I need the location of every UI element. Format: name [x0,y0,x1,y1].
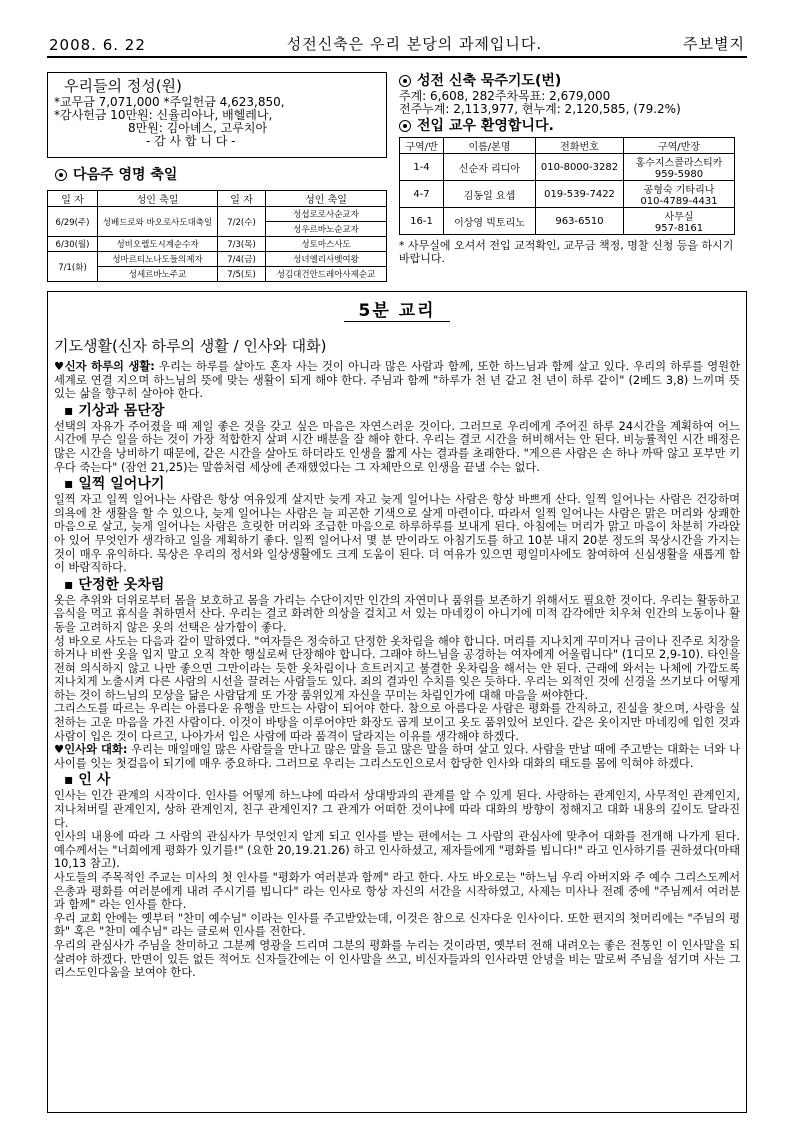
table-row [48,237,387,252]
table-header: 전화번호 [536,138,624,154]
table-cell: 성토마스사도 [266,237,387,252]
bullet-circle-icon [399,75,411,87]
paragraph: 사도들의 주목적인 주교는 미사의 첫 인사를 "평화가 여러분과 함께" 라고 한다. 사도 바오로는 "하느님 우리 아버지와 주 예수 그리스도께서 은총과 평화를 여러분에게 내려 주시기를 빕니다" 라는 인사로 항상 자신의 서간을 시작하였고, 사제는 미사나 전례 중에 "주님께서 여러분과 함께" 라는 인사를 한다. [54,871,740,912]
table-header: 성인 축일 [266,191,387,207]
rosary-total: 전주누계: 2,113,977, 현누계: 2,120,585, (79.2%) [399,102,681,116]
table-cell: 신순자 리디아 [444,154,536,181]
table-row [400,181,735,208]
table-cell: 963-6510 [536,208,624,235]
table-cell: 16-1 [400,208,444,235]
table-cell: 홍수지스콜라스티카 959-5980 [624,154,735,181]
table-cell: 7/3(목) [218,237,266,252]
catechism-subtitle: 기도생활(신자 하루의 생활 / 인사와 대화) [54,337,327,355]
table-header: 이름/본명 [444,138,536,154]
catechism-title: 5분 교리 [54,296,740,321]
paragraph: 우리의 관심사가 주님을 찬미하고 그분께 영광을 드리며 그분의 평화를 누리는 것이라면, 옛부터 전해 내려오는 좋은 전통인 이 인사말을 되살려야 하겠다. 만면이 있든 없든 적어도 신자들간에는 이 인사말을 쓰고, 비신자들과의 인사라면 안녕을 비는 말로써 주님을 섬기며 사는 그리스도인다움을 보여야 한다. [54,938,740,980]
table-cell: 이상영 빅토리노 [444,208,536,235]
offering-line: *감사헌금 10만원: 신율리아나, 배헬레나, [54,108,273,122]
table-header: 구역/반장 [624,138,735,154]
paragraph: ♥신자 하루의 생활: 우리는 하루를 살아도 혼자 사는 것이 아니라 많은 사람과 함께, 또한 하느님과 함께 살고 있다. 우리의 하루를 영원한 세계로 연결 지으며 하느님의 뜻에 맞는 생활이 되게 해야 한다. 주님과 함께 "하루가 천 년 같고 천 년이 하루 같이" (2베드 3,8) 느끼며 뜻있는 삶을 향구히 살아야 한다. [54,360,741,401]
paragraph: 그리스도를 따르는 우리는 아름다운 유행을 만드는 사람이 되어야 한다. 참으로 아름다운 사람은 평화를 간직하고, 진실을 찾으며, 사랑을 실천하는 고운 마음을 가진 사람이다. 이것이 바탕을 이루어야만 화장도 곱게 보이고 옷도 품위있어 보인다. 같은 옷이지만 마네킹에 입힌 것과 사람이 입은 것이 다르고, 나아가서 입은 사람에 따라 품격이 달라지는 이유를 생각해야 하겠다. [54,702,740,743]
table-cell: 1-4 [400,154,444,181]
table-cell: 사무실 957-8161 [624,208,735,235]
paragraph: 선택의 자유가 주어졌을 때 제일 좋은 것을 갖고 싶은 마음은 자연스러운 것이다. 그러므로 우리에게 주어진 하루 24시간을 계획하여 어느 시간에 무슨 일을 하는 것이 가장 적합한지 살펴 시간 배분을 잘 해야 한다. 우리는 결코 시간을 허비해서는 안 된다. 비능률적인 시간 배정은 많은 시간을 낭비하기 때문에, 같은 시간을 살아도 하더라도 인생을 짧게 사는 결과를 초래한다. "게으른 사람은 손 하나 까딱 않고 포부만 키우다 죽는다" (잠언 21,25)는 말씀처럼 세상에 존재했었다는 그 자체만으로 인생을 끝낼 수는 없다. [54,419,740,474]
table-cell: 6/29(주) [48,207,98,237]
table-cell: 7/2(수) [218,207,266,237]
table-cell: 성베드로와 바오로사도대축일 [98,207,218,237]
table-cell: 공형숙 기타리나 010-4789-4431 [624,181,735,208]
table-header: 구역/반 [400,138,444,154]
table-cell: 성마르티노나도들의제자 [98,252,218,267]
section-heading: ▪ 단정한 옷차림 [64,576,165,593]
table-header: 성인 축일 [98,191,218,207]
table-row [400,208,735,235]
table-row [48,207,387,222]
rosary-weekly: 주계: 6,608, 282주차목표: 2,679,000 [399,89,611,103]
paragraph: 옷은 추위와 더위로부터 몸을 보호하고 몸을 가리는 수단이지만 인간의 자연미나 품위를 보존하기 위해서도 필요한 것이다. 우리는 활동하고 음식을 먹고 휴식을 취하면서 산다. 우리는 결코 화려한 의상을 걸치고 서 있는 마네킹이 아니기에 미적 감각에만 치우쳐 인간의 노동이나 활동을 고려하지 않은 옷의 선택은 삼가함이 좋다. [54,593,740,634]
paragraph: 일찍 자고 일찍 일어나는 사람은 항상 여유있게 살지만 늦게 자고 늦게 일어나는 사람은 항상 바쁘게 산다. 일찍 일어나는 사람은 건강하며 의욕에 찬 생활을 할 수 있으나, 늦게 일어나는 사람은 늘 피곤한 기색으로 살게 마련이다. 따라서 일찍 일어나는 사람은 맑은 머리와 상쾌한 마음으로 살고, 늦게 일어나는 사람은 흐릿한 머리와 조급한 마음으로 하루하루를 보내게 된다. 아침에는 머리가 맑고 마음이 차분히 가라앉아 있어 무엇인가 생각하고 일을 계획하기 좋다. 일찍 일어나서 몇 분 만이라도 아침기도를 하고 10분 내지 20분 정도의 묵상시간을 가지는 것이 매우 유익하다. 묵상은 우리의 정서와 일상생활에도 크게 도움이 된다. 더 여유가 있으면 평일미사에도 참여하여 신심생활을 새롭게 함이 바람직하다. [54,493,740,575]
table-cell: 성세르바노주교 [98,267,218,282]
table-cell: 4-7 [400,181,444,208]
table-cell: 7/1(화) [48,252,98,282]
table-cell: 성김대건안드레아사제순교 [266,267,387,282]
table-cell: 010-8000-3282 [536,154,624,181]
bulletin-page [47,34,747,1113]
table-cell: 성우르바노순교자 [266,222,387,237]
offering-box [47,72,387,158]
table-cell: 019-539-7422 [536,181,624,208]
table-header: 일 자 [48,191,98,207]
table-cell: 김동일 요셉 [444,181,536,208]
bullet-circle-icon [55,169,67,181]
offering-thanks: - 감 사 합 니 다 - [146,134,236,148]
offering-line: 8만원: 김아녜스, 고루치아 [128,121,268,135]
table-cell: 성녀엘리사벳여왕 [266,252,387,267]
catechism-box [47,291,747,1113]
offering-title: 우리들의 정성(원) [64,77,182,95]
feast-table [47,190,387,282]
section-heading: ▪ 인 사 [64,772,111,789]
table-cell: 성비오렐도시계순수자 [98,237,218,252]
table-header: 일 자 [218,191,266,207]
rosary-prayer-section [399,72,739,116]
newcomer-title: 전입 교우 환영합니다. [399,117,739,135]
paragraph: ♥인사와 대화: 우리는 매일매일 많은 사람들을 만나고 많은 말을 듣고 많은 말을 하며 살고 있다. 사람을 만날 때에 주고받는 대화는 너와 나 사이를 잇는 첫걸음이 되기에 매우 중요하다. 그러므로 우리는 그리스도인으로서 합당한 인사와 대화의 태도를 몸에 익혀야 하겠다. [54,743,740,770]
feast-section-title: 다음주 영명 축일 [55,166,387,184]
table-row [400,154,735,181]
paragraph: 인사는 인간 관계의 시작이다. 인사를 어떻게 하느냐에 따라서 상대방과의 관계를 알 수 있게 된다. 사랑하는 관계인지, 사무적인 관계인지, 지나쳐버릴 관계인지, 상하 관계인지, 친구 관계인지? 그 관계가 어떠한 것이냐에 따라 대화의 방향이 정해지고 대화 내용의 깊이도 달라진다. [54,789,740,830]
paragraph: 인사의 내용에 따라 그 사람의 관심사가 무엇인지 알게 되고 인사를 받는 편에서는 그 사람의 관심사에 맞추어 대화를 전개해 나가게 된다. 예수께서는 "너희에게 평화가 있기를!" (요한 20,19.21.26) 하고 인사하셨고, 제자들에게 "평화를 빕니다!" 라고 인사하기를 권하셨다(마태 10,13 참고). [54,830,740,871]
newcomer-table [399,137,735,235]
table-cell: 7/5(토) [218,267,266,282]
table-row [48,267,387,282]
bulletin-label: 주보별지 [683,35,745,53]
header [47,34,747,58]
table-row [48,252,387,267]
newcomer-note: * 사무실에 오셔서 전입 교적확인, 교무금 책정, 명찰 신청 등을 하시기 바랍니다. [399,239,734,265]
paragraph: 성 바오로 사도는 다음과 같이 말하였다. "여자들은 정숙하고 단정한 옷차림을 해야 합니다. 머리를 지나치게 꾸미거나 금이나 진주로 치장을 하거나 비싼 옷을 입지 말고 오직 착한 행실로써 단장해야 합니다. 그래야 하느님을 공경하는 여자에게 어울립니다" (1디모 2,9-10). 타인을 전혀 의식하지 않고 나만 좋으면 그만이라는 듯한 옷차림이나 흐트러지고 불결한 옷차림을 해서는 안 된다. 근래에 와서는 나체에 가깝도록 지나치게 노출시켜 다른 사람의 시선을 끌려는 사람들도 있다. 죄의 결과인 수치를 잊은 듯하다. 우리는 외적인 것에 신경을 쓰기보다 어떻게 하는 것이 하느님의 모상을 닮은 사람답게 또 가장 품위있게 자신을 꾸미는 차림인가에 대해 마음을 써야한다. [54,634,740,702]
bullet-circle-icon [399,120,411,132]
bulletin-slogan: 성전신축은 우리 본당의 과제입니다. [286,35,543,53]
table-cell: 성섭로로사순교자 [266,207,387,222]
bulletin-date: 2008. 6. 22 [49,36,146,54]
section-heading: ▪ 기상과 몸단장 [64,402,165,419]
section-heading: ▪ 일찍 일어나기 [64,476,165,493]
offering-line: *교무금 7,071,000 *주일헌금 4,623,850, [54,95,285,109]
table-cell: 6/30(월) [48,237,98,252]
rosary-title: 성전 신축 묵주기도(번) [399,72,739,90]
paragraph: 우리 교회 안에는 옛부터 "찬미 예수님" 이라는 인사를 주고받았는데, 이것은 참으로 신자다운 인사이다. 또한 편지의 첫머리에는 "주님의 평화" 혹은 "찬미 예수님" 라는 글로써 인사를 전한다. [54,911,740,939]
table-cell: 7/4(금) [218,252,266,267]
